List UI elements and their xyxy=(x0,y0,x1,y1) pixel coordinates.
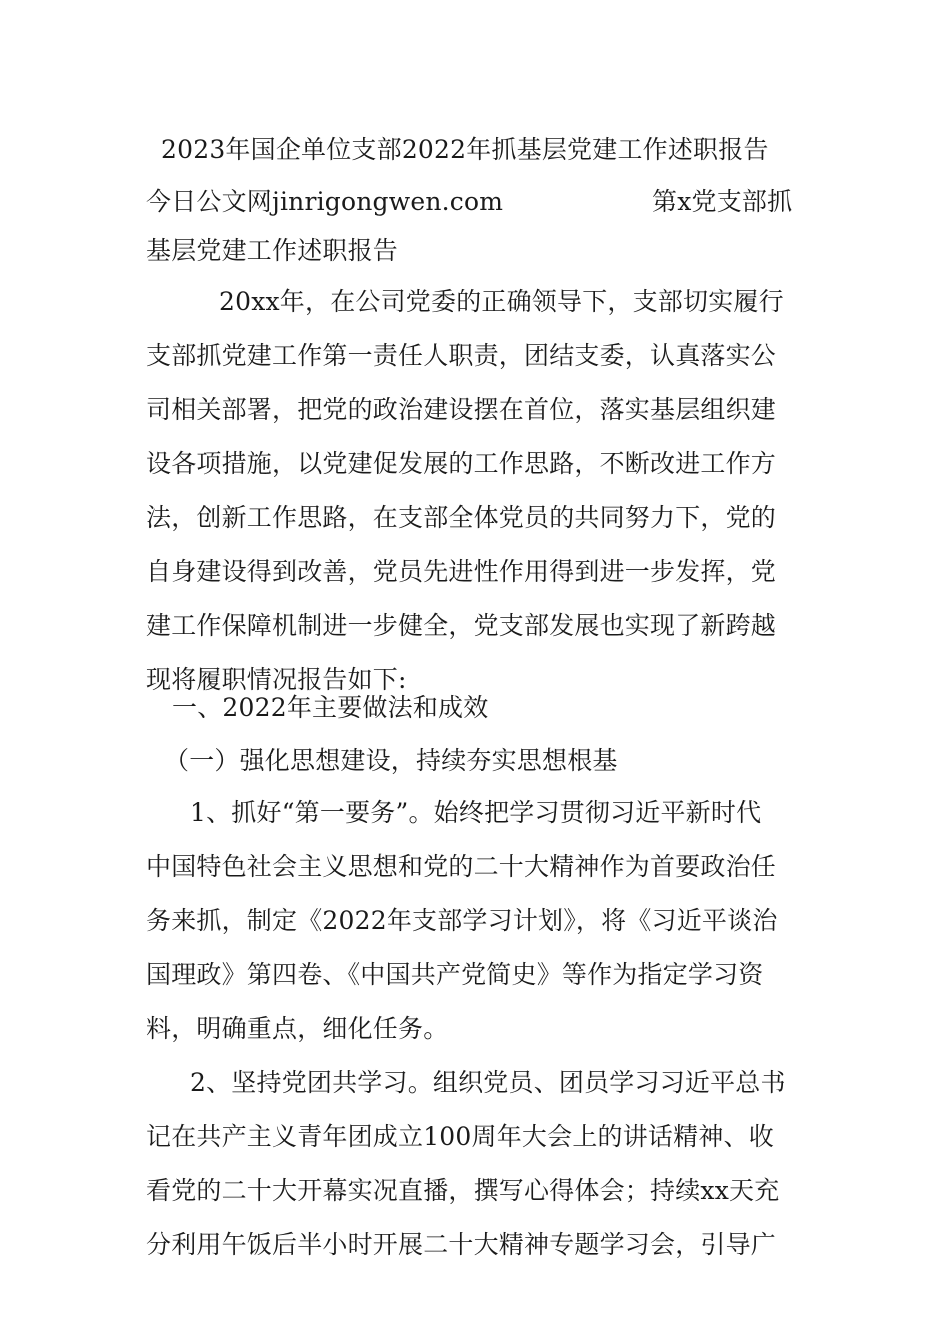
intro-line: 建工作保障机制进一步健全，党支部发展也实现了新跨越 xyxy=(146,611,777,640)
site-line xyxy=(146,185,806,219)
item1-line: 1、抓好“第一要务”。始终把学习贯彻习近平新时代 xyxy=(190,798,762,827)
item2-line: 分利用午饭后半小时开展二十大精神专题学习会，引导广 xyxy=(146,1230,777,1259)
intro-line: 设各项措施，以党建促发展的工作思路，不断改进工作方 xyxy=(146,449,777,478)
document-title: 2023年国企单位支部2022年抓基层党建工作述职报告 xyxy=(161,135,769,164)
intro-line: 自身建设得到改善，党员先进性作用得到进一步发挥，党 xyxy=(146,557,777,586)
item1-line: 务来抓，制定《2022年支部学习计划》，将《习近平谈治 xyxy=(146,906,778,935)
intro-line: 支部抓党建工作第一责任人职责，团结支委，认真落实公 xyxy=(146,341,777,370)
subtitle-end: 基层党建工作述职报告 xyxy=(146,236,399,265)
item1-line: 中国特色社会主义思想和党的二十大精神作为首要政治任 xyxy=(146,852,777,881)
item2-line: 记在共产主义青年团成立100周年大会上的讲话精神、收 xyxy=(146,1122,774,1151)
intro-line: 20xx年，在公司党委的正确领导下，支部切实履行 xyxy=(219,287,784,316)
item1-line: 国理政》第四卷、《中国共产党简史》等作为指定学习资 xyxy=(146,960,764,989)
subsection-heading: （一）强化思想建设，持续夯实思想根基 xyxy=(164,746,618,775)
item1-line: 料，明确重点，细化任务。 xyxy=(146,1014,449,1043)
section-heading: 一、2022年主要做法和成效 xyxy=(172,693,489,722)
item2-line: 2、坚持党团共学习。组织党员、团员学习习近平总书 xyxy=(190,1068,786,1097)
intro-line: 现将履职情况报告如下: xyxy=(146,665,407,694)
subtitle-start: 第x党支部抓 xyxy=(652,187,793,216)
site-source: 今日公文网jinrigongwen.com xyxy=(146,187,504,216)
item2-line: 看党的二十大开幕实况直播，撰写心得体会；持续xx天充 xyxy=(146,1176,780,1205)
intro-line: 法，创新工作思路，在支部全体党员的共同努力下，党的 xyxy=(146,503,777,532)
intro-line: 司相关部署，把党的政治建设摆在首位，落实基层组织建 xyxy=(146,395,777,424)
